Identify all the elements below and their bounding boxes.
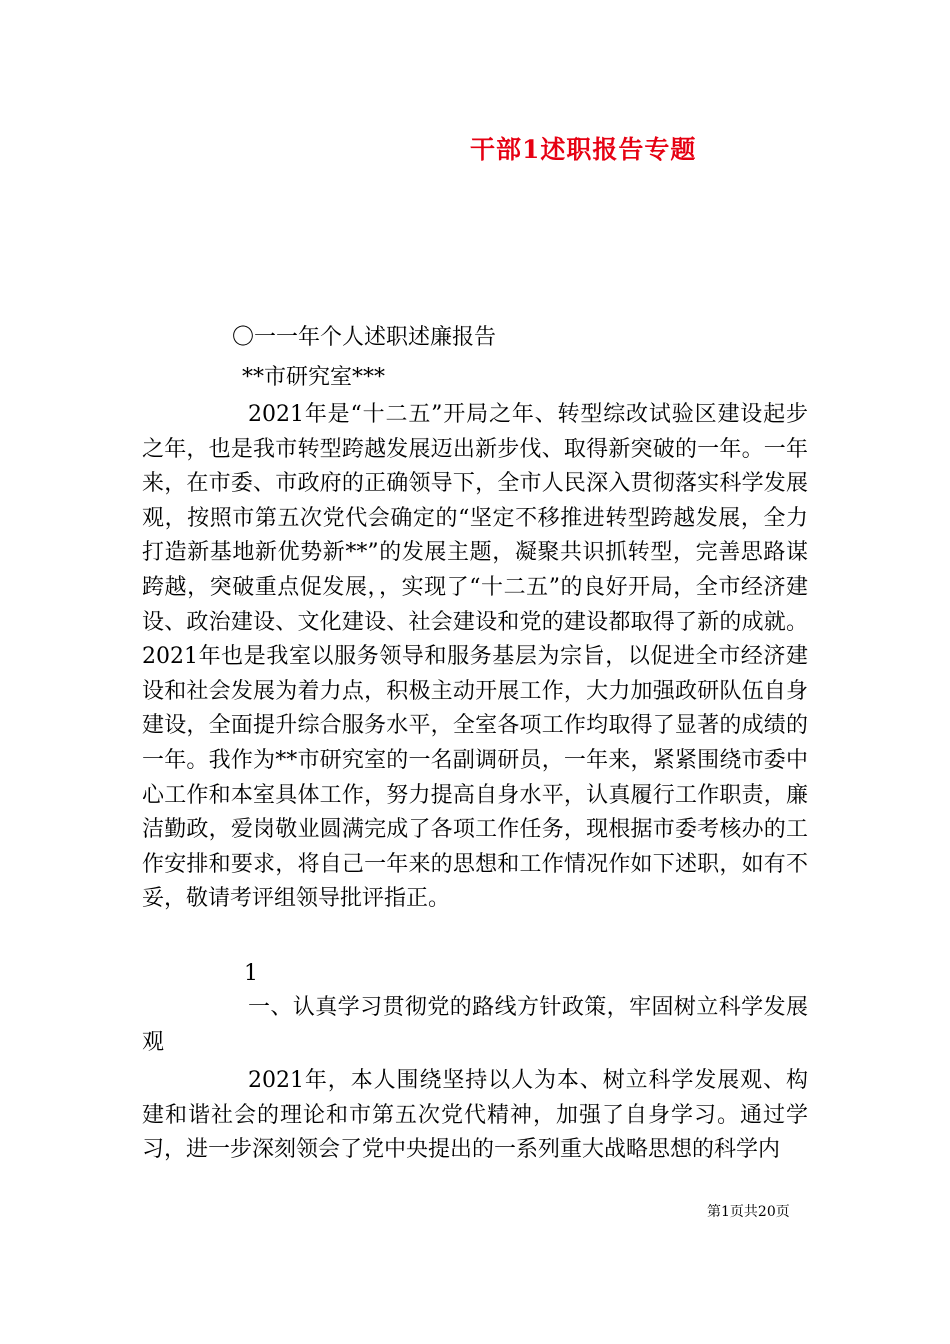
body-paragraph-1: 2021年是“十二五”开局之年、转型综改试验区建设起步之年，也是我市转型跨越发展迈出新步伐、取得新突破的一年。一年来，在市委、市政府的正确领导下，全市人民深入贯彻落实科学发展观，按照市第五次党代会确定的“坚定不移推进转型跨越发展，全力打造新基地新优势新**”的发展主题，凝聚共识抓转型，完善思路谋跨越，突破重点促发展，，实现了“十二五”的良好开局，全市经济建设、政治建设、文化建设、社会建设和党的建设都取得了新的成就。2021年也是我室以服务领导和服务基层为宗旨，以促进全市经济建设和社会发展为着力点，积极主动开展工作，大力加强政研队伍自身建设，全面提升综合服务水平，全室各项工作均取得了显著的成绩的一年。我作为**市研究室的一名副调研员，一年来，紧紧围绕市委中心工作和本室具体工作，努力提高自身水平，认真履行工作职责，廉洁勤政，爱岗敬业圆满完成了各项工作任务，现根据市委考核办的工作安排和要求，将自己一年来的思想和工作情况作如下述职，如有不妥，敬请考评组领导批评指正。 [142,402,808,912]
report-title: 〇一一年个人述职述廉报告 [232,325,497,350]
page-footer: 第1页共20页 [707,1204,790,1220]
document-title: 干部1述职报告专题 [470,135,697,164]
inline-page-marker: 1 [244,961,258,986]
author-line: **市研究室*** [242,365,386,390]
body-paragraph-2: 2021年，本人围绕坚持以人为本、树立科学发展观、构建和谐社会的理论和市第五次党代精神，加强了自身学习。通过学习，进一步深刻领会了党中央提出的一系列重大战略思想的科学内 [142,1068,808,1163]
section-heading-1: 一、认真学习贯彻党的路线方针政策，牢固树立科学发展观 [142,995,808,1055]
